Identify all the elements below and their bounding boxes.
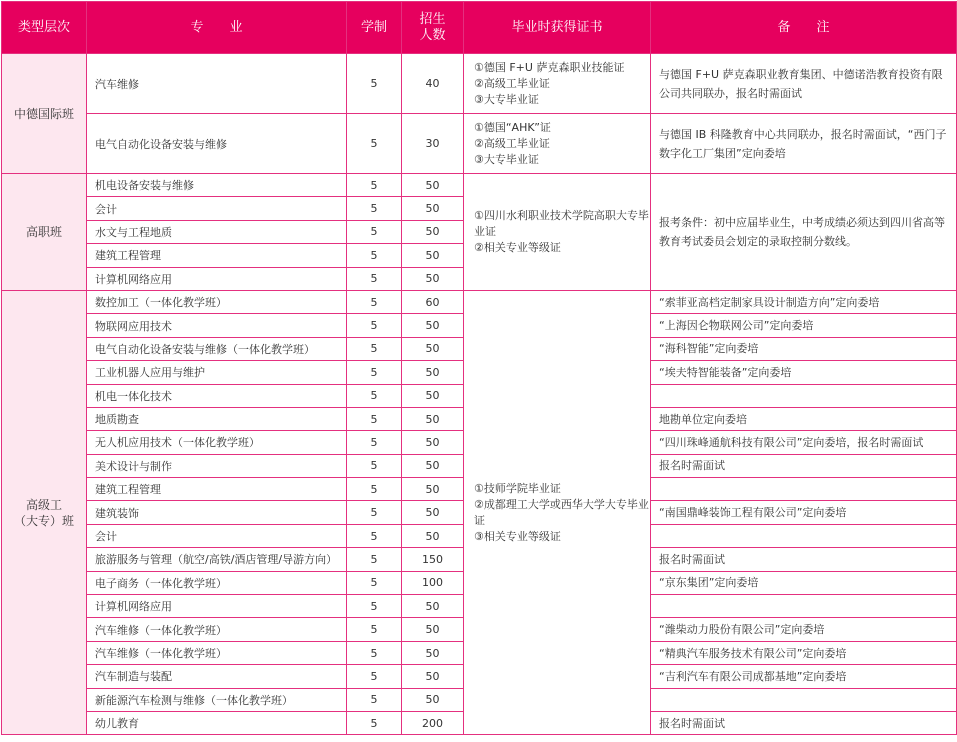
type-label: 中德国际班 <box>13 106 74 121</box>
cert-line: ①德国 F+U 萨克森职业技能证 <box>474 60 625 74</box>
type-cell <box>2 174 87 291</box>
count-cell: 50 <box>402 220 464 243</box>
years-cell: 5 <box>347 220 402 243</box>
table-header-row <box>2 2 957 54</box>
major-cell: 水文与工程地质 <box>87 220 347 243</box>
years-cell: 5 <box>347 548 402 571</box>
header-years: 学制 <box>347 2 402 54</box>
cert-line: ②高级工毕业证 <box>474 76 550 90</box>
years-cell: 5 <box>347 290 402 313</box>
years-cell: 5 <box>347 431 402 454</box>
major-cell: 地质勘查 <box>87 407 347 430</box>
header-enroll-line2: 人数 <box>419 27 446 43</box>
major-cell: 建筑工程管理 <box>87 244 347 267</box>
years-cell: 5 <box>347 174 402 197</box>
major-cell: 美术设计与制作 <box>87 454 347 477</box>
years-cell: 5 <box>347 361 402 384</box>
cert-cell <box>464 54 651 114</box>
count-cell: 200 <box>402 711 464 734</box>
count-cell: 50 <box>402 244 464 267</box>
count-cell: 50 <box>402 501 464 524</box>
years-cell: 5 <box>347 337 402 360</box>
header-major: 专 业 <box>87 2 347 54</box>
cert-line: ①技师学院毕业证 <box>474 481 561 495</box>
cert-line: ②高级工毕业证 <box>474 136 550 150</box>
cert-cell <box>464 174 651 291</box>
note-cell <box>651 595 957 618</box>
count-cell: 50 <box>402 384 464 407</box>
years-cell: 5 <box>347 595 402 618</box>
count-cell: 40 <box>402 54 464 114</box>
count-cell: 50 <box>402 361 464 384</box>
major-cell: 计算机网络应用 <box>87 267 347 290</box>
note-cell <box>651 688 957 711</box>
header-note: 备 注 <box>651 2 957 54</box>
count-cell: 50 <box>402 314 464 337</box>
note-cell: “潍柴动力股份有限公司”定向委培 <box>651 618 957 641</box>
note-cell: 地勘单位定向委培 <box>651 407 957 430</box>
major-cell: 计算机网络应用 <box>87 595 347 618</box>
type-cell <box>2 290 87 734</box>
note-cell: “海科智能”定向委培 <box>651 337 957 360</box>
count-cell: 30 <box>402 114 464 174</box>
count-cell: 50 <box>402 431 464 454</box>
years-cell: 5 <box>347 524 402 547</box>
note-cell <box>651 478 957 501</box>
note-cell: “四川珠峰通航科技有限公司”定向委培，报名时需面试 <box>651 431 957 454</box>
cert-line: ③大专毕业证 <box>474 152 539 166</box>
major-cell: 旅游服务与管理（航空/高铁/酒店管理/导游方向） <box>87 548 347 571</box>
years-cell: 5 <box>347 454 402 477</box>
count-cell: 50 <box>402 688 464 711</box>
count-cell: 50 <box>402 595 464 618</box>
count-cell: 50 <box>402 665 464 688</box>
years-cell: 5 <box>347 711 402 734</box>
years-cell: 5 <box>347 197 402 220</box>
major-cell: 新能源汽车检测与维修（一体化教学班） <box>87 688 347 711</box>
count-cell: 150 <box>402 548 464 571</box>
cert-line: ①德国“AHK”证 <box>474 120 551 134</box>
type-cell <box>2 54 87 174</box>
years-cell: 5 <box>347 314 402 337</box>
header-type: 类型层次 <box>2 2 87 54</box>
note-cell: 报考条件：初中应届毕业生，中考成绩必须达到四川省高等教育考试委员会划定的录取控制分数线。 <box>651 174 957 291</box>
table-row <box>2 290 957 313</box>
cert-cell <box>464 114 651 174</box>
count-cell: 50 <box>402 407 464 430</box>
count-cell: 50 <box>402 524 464 547</box>
major-cell: 电气自动化设备安装与维修（一体化教学班） <box>87 337 347 360</box>
type-label: 高职班 <box>25 224 62 239</box>
years-cell: 5 <box>347 384 402 407</box>
cert-line: ①四川水利职业技术学院高职大专毕业证 <box>474 208 649 238</box>
major-cell: 物联网应用技术 <box>87 314 347 337</box>
count-cell: 50 <box>402 197 464 220</box>
years-cell: 5 <box>347 54 402 114</box>
cert-line: ②相关专业等级证 <box>474 240 561 254</box>
table-row <box>2 54 957 114</box>
years-cell: 5 <box>347 267 402 290</box>
note-cell: 与德国 IB 科隆教育中心共同联办，报名时需面试，“西门子数字化工厂集团”定向委培 <box>651 114 957 174</box>
note-cell: “索菲亚高档定制家具设计制造方向”定向委培 <box>651 290 957 313</box>
count-cell: 50 <box>402 478 464 501</box>
years-cell: 5 <box>347 571 402 594</box>
count-cell: 50 <box>402 618 464 641</box>
count-cell: 60 <box>402 290 464 313</box>
years-cell: 5 <box>347 244 402 267</box>
years-cell: 5 <box>347 478 402 501</box>
table-row <box>2 114 957 174</box>
major-cell: 幼儿教育 <box>87 711 347 734</box>
note-cell <box>651 384 957 407</box>
major-cell: 汽车维修（一体化教学班） <box>87 618 347 641</box>
years-cell: 5 <box>347 688 402 711</box>
cert-cell <box>464 290 651 734</box>
years-cell: 5 <box>347 501 402 524</box>
major-cell: 电气自动化设备安装与维修 <box>87 114 347 174</box>
note-cell: 报名时需面试 <box>651 454 957 477</box>
note-cell: 与德国 F+U 萨克森职业教育集团、中德诺浩教育投资有限公司共同联办，报名时需面试 <box>651 54 957 114</box>
major-cell: 会计 <box>87 524 347 547</box>
count-cell: 50 <box>402 174 464 197</box>
major-cell: 汽车维修 <box>87 54 347 114</box>
header-enroll-line1: 招生 <box>419 11 446 27</box>
major-cell: 无人机应用技术（一体化教学班） <box>87 431 347 454</box>
major-cell: 建筑工程管理 <box>87 478 347 501</box>
major-cell: 机电一体化技术 <box>87 384 347 407</box>
years-cell: 5 <box>347 114 402 174</box>
enrollment-table <box>1 1 957 735</box>
years-cell: 5 <box>347 618 402 641</box>
note-cell: 报名时需面试 <box>651 548 957 571</box>
count-cell: 50 <box>402 267 464 290</box>
note-cell: “上海因仑物联网公司”定向委培 <box>651 314 957 337</box>
cert-line: ③大专毕业证 <box>474 92 539 106</box>
years-cell: 5 <box>347 641 402 664</box>
major-cell: 汽车维修（一体化教学班） <box>87 641 347 664</box>
count-cell: 50 <box>402 641 464 664</box>
count-cell: 50 <box>402 454 464 477</box>
note-cell <box>651 524 957 547</box>
note-cell: 报名时需面试 <box>651 711 957 734</box>
major-cell: 建筑装饰 <box>87 501 347 524</box>
major-cell: 机电设备安装与维修 <box>87 174 347 197</box>
cert-line: ②成都理工大学或西华大学大专毕业证 <box>474 497 649 527</box>
table-row <box>2 174 957 197</box>
major-cell: 数控加工（一体化教学班） <box>87 290 347 313</box>
note-cell: “吉利汽车有限公司成都基地”定向委培 <box>651 665 957 688</box>
cert-line: ③相关专业等级证 <box>474 529 561 543</box>
years-cell: 5 <box>347 665 402 688</box>
count-cell: 100 <box>402 571 464 594</box>
major-cell: 工业机器人应用与维护 <box>87 361 347 384</box>
type-label: （大专）班 <box>13 513 74 528</box>
major-cell: 汽车制造与装配 <box>87 665 347 688</box>
header-enroll <box>402 2 464 54</box>
major-cell: 电子商务（一体化教学班） <box>87 571 347 594</box>
note-cell: “精典汽车服务技术有限公司”定向委培 <box>651 641 957 664</box>
header-cert: 毕业时获得证书 <box>464 2 651 54</box>
major-cell: 会计 <box>87 197 347 220</box>
count-cell: 50 <box>402 337 464 360</box>
note-cell: “埃夫特智能装备”定向委培 <box>651 361 957 384</box>
years-cell: 5 <box>347 407 402 430</box>
type-label: 高级工 <box>25 497 62 512</box>
note-cell: “京东集团”定向委培 <box>651 571 957 594</box>
note-cell: “南国鼎峰装饰工程有限公司”定向委培 <box>651 501 957 524</box>
